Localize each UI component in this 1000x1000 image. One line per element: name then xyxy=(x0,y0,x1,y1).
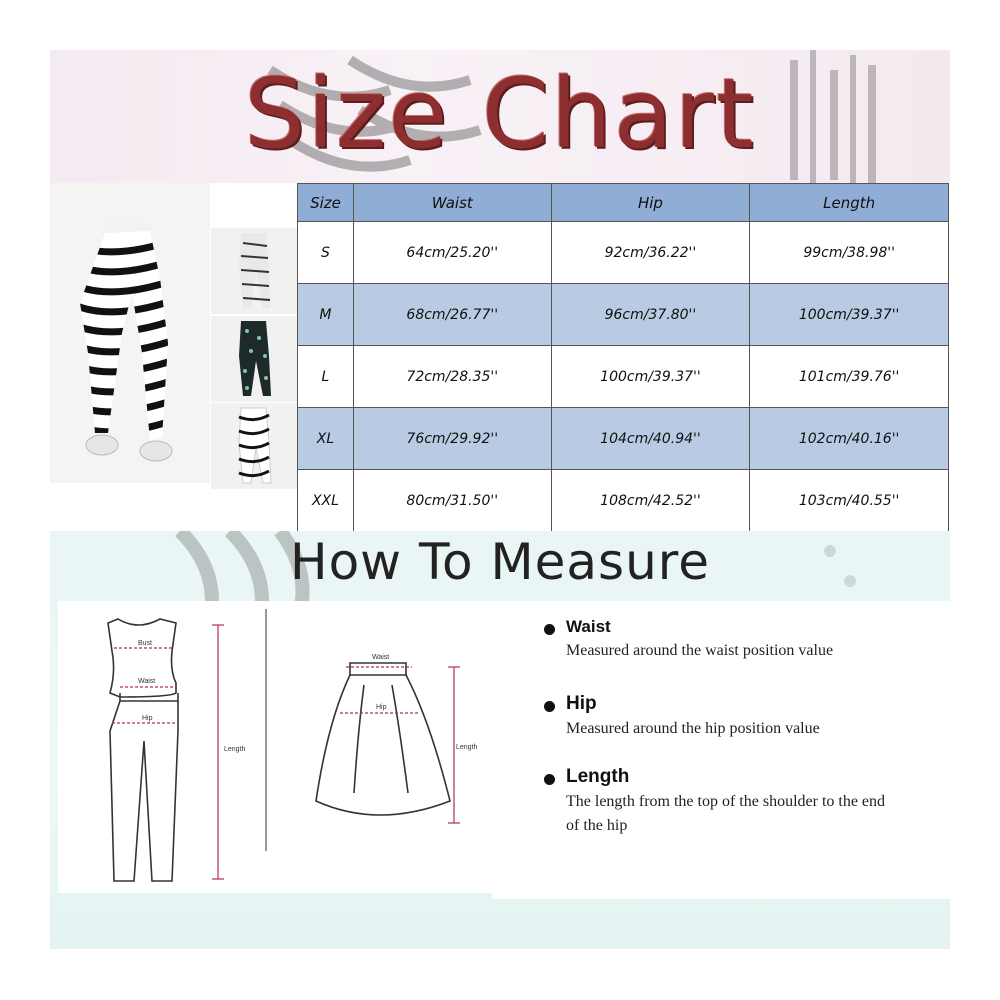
hip-cell: 108cm/42.52'' xyxy=(551,470,750,532)
length-cell: 100cm/39.37'' xyxy=(750,284,949,346)
waist-cell: 68cm/26.77'' xyxy=(353,284,551,346)
hip-cell: 96cm/37.80'' xyxy=(551,284,750,346)
waist-description: Measured around the waist position value xyxy=(566,642,834,659)
hip-description: Measured around the hip position value xyxy=(566,720,820,737)
tie-dye-leggings-thumbnail xyxy=(211,228,297,314)
product-thumbnail-1[interactable] xyxy=(211,228,297,314)
measurement-diagram-panel xyxy=(58,601,492,893)
table-row xyxy=(298,470,949,532)
size-cell: S xyxy=(298,222,354,284)
length-heading: Length xyxy=(566,766,630,787)
skirt-hip-label: Hip xyxy=(376,704,387,711)
bust-label: Bust xyxy=(138,640,153,647)
bullet-icon xyxy=(544,624,555,635)
size-chart-banner xyxy=(50,50,950,183)
hip-label: Hip xyxy=(142,715,153,722)
bullet-icon xyxy=(544,701,555,712)
waist-cell: 64cm/25.20'' xyxy=(353,222,551,284)
waist-cell: 80cm/31.50'' xyxy=(353,470,551,532)
page-title: Size Chart xyxy=(244,58,756,170)
size-cell: XL xyxy=(298,408,354,470)
table-header-row xyxy=(298,184,949,222)
product-photo-main xyxy=(50,183,210,483)
waist-heading: Waist xyxy=(566,617,611,636)
bullet-icon xyxy=(544,774,555,785)
jumpsuit-outline-figure xyxy=(108,619,178,881)
skirt-waist-label: Waist xyxy=(372,654,390,661)
size-cell: L xyxy=(298,346,354,408)
table-row xyxy=(298,408,949,470)
size-cell: XXL xyxy=(298,470,354,532)
length-cell: 103cm/40.55'' xyxy=(750,470,949,532)
length-cell: 102cm/40.16'' xyxy=(750,408,949,470)
length-label: Length xyxy=(224,746,246,753)
hip-cell: 104cm/40.94'' xyxy=(551,408,750,470)
hip-cell: 92cm/36.22'' xyxy=(551,222,750,284)
length-cell: 101cm/39.76'' xyxy=(750,346,949,408)
length-cell: 99cm/38.98'' xyxy=(750,222,949,284)
column-header-waist: Waist xyxy=(353,184,551,222)
length-description: The length from the top of the shoulder to the end of the hip xyxy=(566,793,886,834)
hip-heading: Hip xyxy=(566,693,597,714)
size-table xyxy=(297,183,949,532)
waist-cell: 72cm/28.35'' xyxy=(353,346,551,408)
hip-cell: 100cm/39.37'' xyxy=(551,346,750,408)
column-header-length: Length xyxy=(750,184,949,222)
measurement-diagrams xyxy=(58,601,492,893)
skirt-outline-figure xyxy=(316,663,450,815)
product-thumbnail-3[interactable] xyxy=(211,403,297,489)
zebra-leggings-image xyxy=(50,183,210,483)
green-print-leggings-thumbnail xyxy=(211,316,297,402)
table-row xyxy=(298,346,949,408)
waist-cell: 76cm/29.92'' xyxy=(353,408,551,470)
size-cell: M xyxy=(298,284,354,346)
measurement-instructions xyxy=(492,601,950,899)
column-header-size: Size xyxy=(298,184,354,222)
zebra-leggings-thumbnail xyxy=(211,403,297,489)
table-row xyxy=(298,284,949,346)
waist-label: Waist xyxy=(138,678,156,685)
how-to-measure-title: How To Measure xyxy=(289,533,710,591)
product-thumbnail-2[interactable] xyxy=(211,316,297,402)
skirt-length-label: Length xyxy=(456,744,478,751)
column-header-hip: Hip xyxy=(551,184,750,222)
table-row xyxy=(298,222,949,284)
